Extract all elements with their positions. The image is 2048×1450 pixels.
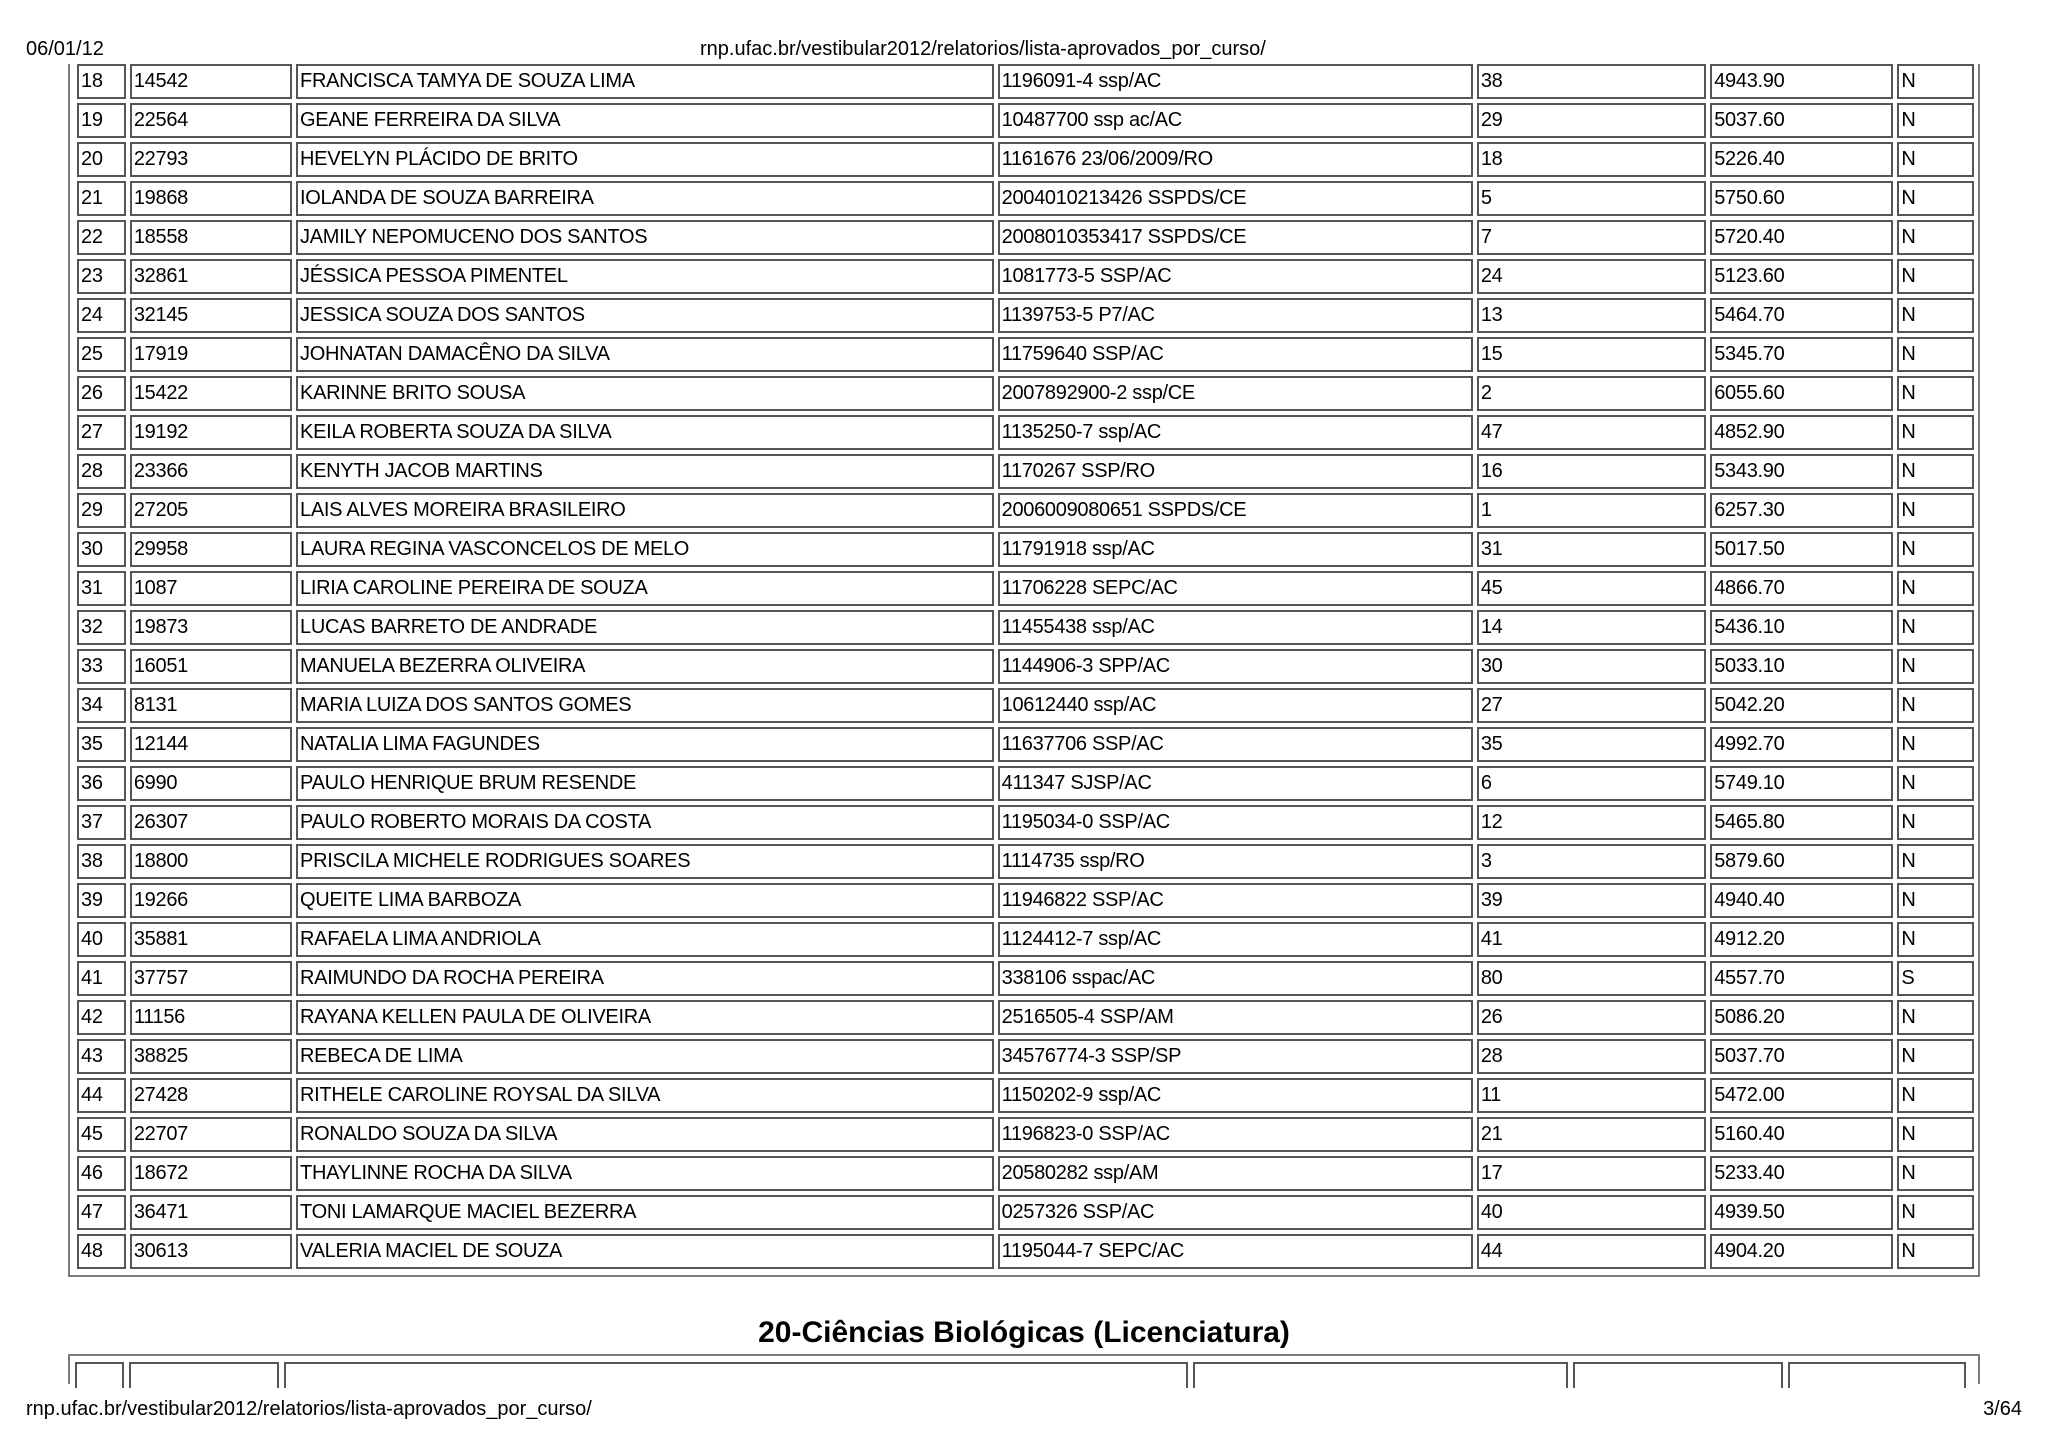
name-cell: PAULO ROBERTO MORAIS DA COSTA: [296, 805, 994, 840]
table-row: [77, 220, 1974, 255]
table-row: [77, 649, 1974, 684]
classification-cell: 44: [1477, 1234, 1706, 1269]
rank-cell: 38: [77, 844, 126, 879]
registration-cell: 35881: [130, 922, 292, 957]
id-document-cell: 1196091-4 ssp/AC: [998, 64, 1473, 99]
name-cell: HEVELYN PLÁCIDO DE BRITO: [296, 142, 994, 177]
table-row: [77, 610, 1974, 645]
table-row: [77, 727, 1974, 762]
name-cell: THAYLINNE ROCHA DA SILVA: [296, 1156, 994, 1191]
classification-cell: 39: [1477, 883, 1706, 918]
table-row: [77, 1117, 1974, 1152]
quota-cell: N: [1897, 883, 1974, 918]
quota-cell: N: [1897, 337, 1974, 372]
registration-cell: 32861: [130, 259, 292, 294]
table-row: [77, 1039, 1974, 1074]
table-row: [77, 688, 1974, 723]
table-row: [77, 805, 1974, 840]
registration-cell: 18558: [130, 220, 292, 255]
classification-cell: 38: [1477, 64, 1706, 99]
rank-cell: 25: [77, 337, 126, 372]
id-document-cell: 1161676 23/06/2009/RO: [998, 142, 1473, 177]
quota-cell: N: [1897, 727, 1974, 762]
score-cell: 4992.70: [1710, 727, 1893, 762]
name-cell: IOLANDA DE SOUZA BARREIRA: [296, 181, 994, 216]
rank-cell: 41: [77, 961, 126, 996]
id-document-cell: 2004010213426 SSPDS/CE: [998, 181, 1473, 216]
results-table-body: [77, 64, 1974, 1269]
rank-cell: 36: [77, 766, 126, 801]
name-cell: JOHNATAN DAMACÊNO DA SILVA: [296, 337, 994, 372]
score-cell: 6055.60: [1710, 376, 1893, 411]
classification-cell: 80: [1477, 961, 1706, 996]
score-cell: 5465.80: [1710, 805, 1893, 840]
name-cell: GEANE FERREIRA DA SILVA: [296, 103, 994, 138]
rank-cell: 24: [77, 298, 126, 333]
classification-cell: 29: [1477, 103, 1706, 138]
name-cell: REBECA DE LIMA: [296, 1039, 994, 1074]
name-cell: JÉSSICA PESSOA PIMENTEL: [296, 259, 994, 294]
page-url-header: rnp.ufac.br/vestibular2012/relatorios/lista-aprovados_por_curso/: [700, 38, 1266, 60]
page-number: 3/64: [1983, 1398, 2022, 1420]
id-document-cell: 11637706 SSP/AC: [998, 727, 1473, 762]
score-cell: 5720.40: [1710, 220, 1893, 255]
id-document-cell: 411347 SJSP/AC: [998, 766, 1473, 801]
next-table-cell: [1788, 1362, 1966, 1388]
score-cell: 5345.70: [1710, 337, 1893, 372]
quota-cell: S: [1897, 961, 1974, 996]
rank-cell: 27: [77, 415, 126, 450]
table-row: [77, 532, 1974, 567]
score-cell: 6257.30: [1710, 493, 1893, 528]
rank-cell: 40: [77, 922, 126, 957]
score-cell: 5233.40: [1710, 1156, 1893, 1191]
rank-cell: 45: [77, 1117, 126, 1152]
rank-cell: 19: [77, 103, 126, 138]
score-cell: 4557.70: [1710, 961, 1893, 996]
registration-cell: 30613: [130, 1234, 292, 1269]
table-row: [77, 142, 1974, 177]
name-cell: RAFAELA LIMA ANDRIOLA: [296, 922, 994, 957]
registration-cell: 1087: [130, 571, 292, 606]
quota-cell: N: [1897, 688, 1974, 723]
quota-cell: N: [1897, 610, 1974, 645]
id-document-cell: 11759640 SSP/AC: [998, 337, 1473, 372]
quota-cell: N: [1897, 103, 1974, 138]
classification-cell: 6: [1477, 766, 1706, 801]
registration-cell: 19192: [130, 415, 292, 450]
score-cell: 5436.10: [1710, 610, 1893, 645]
id-document-cell: 1195034-0 SSP/AC: [998, 805, 1473, 840]
id-document-cell: 1150202-9 ssp/AC: [998, 1078, 1473, 1113]
page-url-footer: rnp.ufac.br/vestibular2012/relatorios/lista-aprovados_por_curso/: [26, 1398, 592, 1420]
quota-cell: N: [1897, 1000, 1974, 1035]
next-table-cell: [1573, 1362, 1783, 1388]
registration-cell: 18800: [130, 844, 292, 879]
registration-cell: 29958: [130, 532, 292, 567]
name-cell: RITHELE CAROLINE ROYSAL DA SILVA: [296, 1078, 994, 1113]
name-cell: TONI LAMARQUE MACIEL BEZERRA: [296, 1195, 994, 1230]
name-cell: MANUELA BEZERRA OLIVEIRA: [296, 649, 994, 684]
table-row: [77, 454, 1974, 489]
name-cell: PRISCILA MICHELE RODRIGUES SOARES: [296, 844, 994, 879]
classification-cell: 11: [1477, 1078, 1706, 1113]
rank-cell: 18: [77, 64, 126, 99]
score-cell: 4939.50: [1710, 1195, 1893, 1230]
id-document-cell: 1144906-3 SPP/AC: [998, 649, 1473, 684]
table-row: [77, 766, 1974, 801]
score-cell: 5017.50: [1710, 532, 1893, 567]
table-row: [77, 415, 1974, 450]
rank-cell: 22: [77, 220, 126, 255]
name-cell: RONALDO SOUZA DA SILVA: [296, 1117, 994, 1152]
table-row: [77, 1195, 1974, 1230]
score-cell: 5033.10: [1710, 649, 1893, 684]
score-cell: 5037.70: [1710, 1039, 1893, 1074]
quota-cell: N: [1897, 259, 1974, 294]
rank-cell: 32: [77, 610, 126, 645]
quota-cell: N: [1897, 649, 1974, 684]
registration-cell: 18672: [130, 1156, 292, 1191]
classification-cell: 24: [1477, 259, 1706, 294]
rank-cell: 39: [77, 883, 126, 918]
next-table-cell: [284, 1362, 1188, 1388]
id-document-cell: 1195044-7 SEPC/AC: [998, 1234, 1473, 1269]
score-cell: 4866.70: [1710, 571, 1893, 606]
classification-cell: 18: [1477, 142, 1706, 177]
rank-cell: 47: [77, 1195, 126, 1230]
registration-cell: 22564: [130, 103, 292, 138]
score-cell: 5086.20: [1710, 1000, 1893, 1035]
id-document-cell: 338106 sspac/AC: [998, 961, 1473, 996]
section-title: 20-Ciências Biológicas (Licenciatura): [758, 1316, 1290, 1349]
rank-cell: 31: [77, 571, 126, 606]
next-table-header: [68, 1354, 1980, 1384]
table-row: [77, 337, 1974, 372]
rank-cell: 20: [77, 142, 126, 177]
classification-cell: 2: [1477, 376, 1706, 411]
classification-cell: 31: [1477, 532, 1706, 567]
quota-cell: N: [1897, 493, 1974, 528]
registration-cell: 38825: [130, 1039, 292, 1074]
quota-cell: N: [1897, 64, 1974, 99]
classification-cell: 27: [1477, 688, 1706, 723]
table-row: [77, 103, 1974, 138]
quota-cell: N: [1897, 1195, 1974, 1230]
table-row: [77, 1156, 1974, 1191]
quota-cell: N: [1897, 571, 1974, 606]
classification-cell: 40: [1477, 1195, 1706, 1230]
name-cell: MARIA LUIZA DOS SANTOS GOMES: [296, 688, 994, 723]
score-cell: 5037.60: [1710, 103, 1893, 138]
name-cell: KARINNE BRITO SOUSA: [296, 376, 994, 411]
classification-cell: 16: [1477, 454, 1706, 489]
print-date: 06/01/12: [26, 38, 104, 60]
registration-cell: 19868: [130, 181, 292, 216]
classification-cell: 26: [1477, 1000, 1706, 1035]
classification-cell: 41: [1477, 922, 1706, 957]
quota-cell: N: [1897, 532, 1974, 567]
classification-cell: 12: [1477, 805, 1706, 840]
name-cell: KEILA ROBERTA SOUZA DA SILVA: [296, 415, 994, 450]
classification-cell: 28: [1477, 1039, 1706, 1074]
id-document-cell: 11791918 ssp/AC: [998, 532, 1473, 567]
table-row: [77, 1078, 1974, 1113]
classification-cell: 17: [1477, 1156, 1706, 1191]
table-row: [77, 298, 1974, 333]
name-cell: FRANCISCA TAMYA DE SOUZA LIMA: [296, 64, 994, 99]
rank-cell: 48: [77, 1234, 126, 1269]
id-document-cell: 0257326 SSP/AC: [998, 1195, 1473, 1230]
registration-cell: 19266: [130, 883, 292, 918]
classification-cell: 1: [1477, 493, 1706, 528]
table-row: [77, 376, 1974, 411]
name-cell: QUEITE LIMA BARBOZA: [296, 883, 994, 918]
name-cell: PAULO HENRIQUE BRUM RESENDE: [296, 766, 994, 801]
rank-cell: 44: [77, 1078, 126, 1113]
quota-cell: N: [1897, 805, 1974, 840]
classification-cell: 47: [1477, 415, 1706, 450]
registration-cell: 8131: [130, 688, 292, 723]
classification-cell: 15: [1477, 337, 1706, 372]
name-cell: LUCAS BARRETO DE ANDRADE: [296, 610, 994, 645]
id-document-cell: 11946822 SSP/AC: [998, 883, 1473, 918]
name-cell: RAYANA KELLEN PAULA DE OLIVEIRA: [296, 1000, 994, 1035]
table-row: [77, 493, 1974, 528]
table-row: [77, 259, 1974, 294]
classification-cell: 21: [1477, 1117, 1706, 1152]
classification-cell: 13: [1477, 298, 1706, 333]
name-cell: KENYTH JACOB MARTINS: [296, 454, 994, 489]
quota-cell: N: [1897, 922, 1974, 957]
registration-cell: 23366: [130, 454, 292, 489]
table-row: [77, 181, 1974, 216]
score-cell: 5749.10: [1710, 766, 1893, 801]
quota-cell: N: [1897, 1156, 1974, 1191]
score-cell: 5464.70: [1710, 298, 1893, 333]
quota-cell: N: [1897, 1039, 1974, 1074]
score-cell: 5042.20: [1710, 688, 1893, 723]
id-document-cell: 1170267 SSP/RO: [998, 454, 1473, 489]
registration-cell: 27428: [130, 1078, 292, 1113]
score-cell: 4943.90: [1710, 64, 1893, 99]
score-cell: 4912.20: [1710, 922, 1893, 957]
registration-cell: 22793: [130, 142, 292, 177]
next-table-cell: [75, 1362, 124, 1388]
id-document-cell: 2008010353417 SSPDS/CE: [998, 220, 1473, 255]
quota-cell: N: [1897, 181, 1974, 216]
rank-cell: 35: [77, 727, 126, 762]
id-document-cell: 11455438 ssp/AC: [998, 610, 1473, 645]
results-table-container: [68, 64, 1980, 1277]
id-document-cell: 1196823-0 SSP/AC: [998, 1117, 1473, 1152]
score-cell: 4904.20: [1710, 1234, 1893, 1269]
rank-cell: 33: [77, 649, 126, 684]
id-document-cell: 1114735 ssp/RO: [998, 844, 1473, 879]
rank-cell: 46: [77, 1156, 126, 1191]
rank-cell: 30: [77, 532, 126, 567]
name-cell: LAIS ALVES MOREIRA BRASILEIRO: [296, 493, 994, 528]
table-row: [77, 922, 1974, 957]
table-row: [77, 883, 1974, 918]
classification-cell: 45: [1477, 571, 1706, 606]
quota-cell: N: [1897, 766, 1974, 801]
rank-cell: 28: [77, 454, 126, 489]
table-row: [77, 844, 1974, 879]
next-table-cell: [1193, 1362, 1568, 1388]
id-document-cell: 20580282 ssp/AM: [998, 1156, 1473, 1191]
registration-cell: 16051: [130, 649, 292, 684]
id-document-cell: 34576774-3 SSP/SP: [998, 1039, 1473, 1074]
registration-cell: 6990: [130, 766, 292, 801]
classification-cell: 14: [1477, 610, 1706, 645]
score-cell: 4940.40: [1710, 883, 1893, 918]
id-document-cell: 2007892900-2 ssp/CE: [998, 376, 1473, 411]
quota-cell: N: [1897, 220, 1974, 255]
name-cell: JESSICA SOUZA DOS SANTOS: [296, 298, 994, 333]
registration-cell: 37757: [130, 961, 292, 996]
next-table-cell: [129, 1362, 279, 1388]
registration-cell: 22707: [130, 1117, 292, 1152]
table-row: [77, 961, 1974, 996]
registration-cell: 26307: [130, 805, 292, 840]
name-cell: LAURA REGINA VASCONCELOS DE MELO: [296, 532, 994, 567]
id-document-cell: 1124412-7 ssp/AC: [998, 922, 1473, 957]
classification-cell: 30: [1477, 649, 1706, 684]
rank-cell: 34: [77, 688, 126, 723]
classification-cell: 5: [1477, 181, 1706, 216]
score-cell: 5879.60: [1710, 844, 1893, 879]
rank-cell: 29: [77, 493, 126, 528]
registration-cell: 11156: [130, 1000, 292, 1035]
score-cell: 5472.00: [1710, 1078, 1893, 1113]
results-table: [73, 60, 1978, 1273]
name-cell: JAMILY NEPOMUCENO DOS SANTOS: [296, 220, 994, 255]
quota-cell: N: [1897, 454, 1974, 489]
rank-cell: 23: [77, 259, 126, 294]
id-document-cell: 11706228 SEPC/AC: [998, 571, 1473, 606]
quota-cell: N: [1897, 1078, 1974, 1113]
table-row: [77, 1234, 1974, 1269]
classification-cell: 7: [1477, 220, 1706, 255]
name-cell: LIRIA CAROLINE PEREIRA DE SOUZA: [296, 571, 994, 606]
rank-cell: 26: [77, 376, 126, 411]
registration-cell: 14542: [130, 64, 292, 99]
registration-cell: 36471: [130, 1195, 292, 1230]
score-cell: 4852.90: [1710, 415, 1893, 450]
quota-cell: N: [1897, 1117, 1974, 1152]
id-document-cell: 2516505-4 SSP/AM: [998, 1000, 1473, 1035]
registration-cell: 12144: [130, 727, 292, 762]
quota-cell: N: [1897, 844, 1974, 879]
quota-cell: N: [1897, 298, 1974, 333]
table-row: [77, 64, 1974, 99]
registration-cell: 19873: [130, 610, 292, 645]
registration-cell: 27205: [130, 493, 292, 528]
id-document-cell: 1139753-5 P7/AC: [998, 298, 1473, 333]
rank-cell: 37: [77, 805, 126, 840]
classification-cell: 35: [1477, 727, 1706, 762]
quota-cell: N: [1897, 415, 1974, 450]
registration-cell: 32145: [130, 298, 292, 333]
table-row: [77, 1000, 1974, 1035]
name-cell: VALERIA MACIEL DE SOUZA: [296, 1234, 994, 1269]
quota-cell: N: [1897, 1234, 1974, 1269]
score-cell: 5123.60: [1710, 259, 1893, 294]
name-cell: NATALIA LIMA FAGUNDES: [296, 727, 994, 762]
rank-cell: 42: [77, 1000, 126, 1035]
score-cell: 5160.40: [1710, 1117, 1893, 1152]
id-document-cell: 2006009080651 SSPDS/CE: [998, 493, 1473, 528]
id-document-cell: 10487700 ssp ac/AC: [998, 103, 1473, 138]
id-document-cell: 1081773-5 SSP/AC: [998, 259, 1473, 294]
id-document-cell: 1135250-7 ssp/AC: [998, 415, 1473, 450]
id-document-cell: 10612440 ssp/AC: [998, 688, 1473, 723]
quota-cell: N: [1897, 142, 1974, 177]
quota-cell: N: [1897, 376, 1974, 411]
table-row: [77, 571, 1974, 606]
classification-cell: 3: [1477, 844, 1706, 879]
name-cell: RAIMUNDO DA ROCHA PEREIRA: [296, 961, 994, 996]
score-cell: 5750.60: [1710, 181, 1893, 216]
registration-cell: 17919: [130, 337, 292, 372]
score-cell: 5343.90: [1710, 454, 1893, 489]
rank-cell: 21: [77, 181, 126, 216]
score-cell: 5226.40: [1710, 142, 1893, 177]
rank-cell: 43: [77, 1039, 126, 1074]
registration-cell: 15422: [130, 376, 292, 411]
